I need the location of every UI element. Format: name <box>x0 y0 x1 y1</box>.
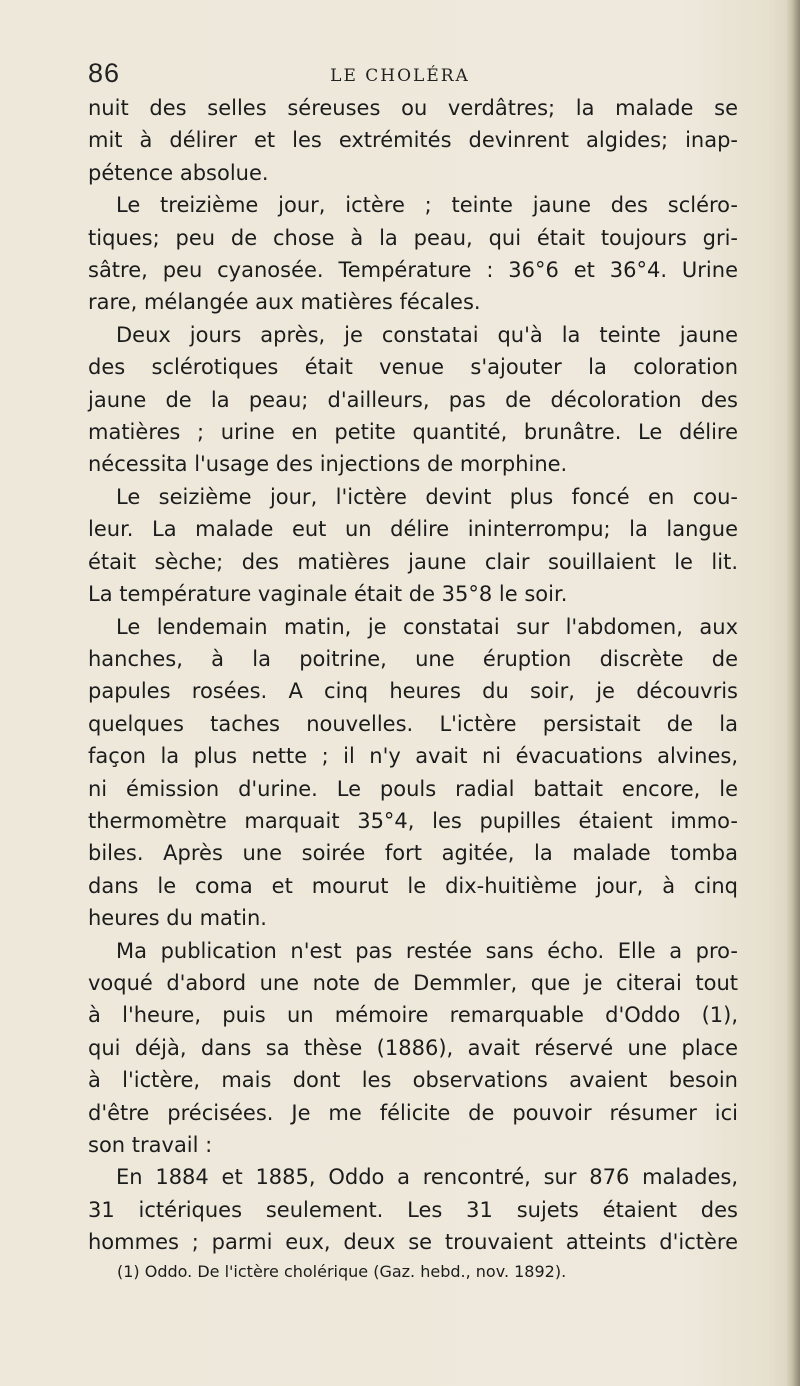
text-line: façon la plus nette ; il n'y avait ni évacuations alvines, <box>88 744 738 769</box>
paragraph <box>88 1161 738 1258</box>
text-line: d'être précisées. Je me félicite de pouvoir résumer ici <box>88 1100 738 1125</box>
paragraph <box>88 481 738 611</box>
text-line: papules rosées. A cinq heures du soir, je découvris <box>88 679 738 704</box>
page-header <box>0 58 800 94</box>
paragraph <box>88 92 738 189</box>
text-line: à l'heure, puis un mémoire remarquable d'Oddo (1), <box>88 1003 738 1028</box>
text-line: était sèche; des matières jaune clair souillaient le lit. <box>88 549 738 574</box>
text-line: Le treizième jour, ictère ; teinte jaune des scléro- <box>116 193 738 218</box>
text-line: voqué d'abord une note de Demmler, que je citerai tout <box>88 970 738 995</box>
text-line: pétence absolue. <box>88 160 269 185</box>
paragraph <box>88 935 738 1162</box>
text-line: En 1884 et 1885, Oddo a rencontré, sur 876 malades, <box>116 1165 738 1190</box>
text-line: biles. Après une soirée fort agitée, la malade tomba <box>88 841 738 866</box>
text-line: à l'ictère, mais dont les observations avaient besoin <box>88 1068 738 1093</box>
text-line: tiques; peu de chose à la peau, qui était toujours gri- <box>88 225 738 250</box>
paragraph <box>88 189 738 319</box>
page-number: 86 <box>88 58 121 88</box>
text-line: des sclérotiques était venue s'ajouter la coloration <box>88 355 738 380</box>
text-line: sâtre, peu cyanosée. Température : 36°6 et 36°4. Urine <box>88 258 738 283</box>
text-line: qui déjà, dans sa thèse (1886), avait réservé une place <box>88 1035 738 1060</box>
paragraph <box>88 319 738 481</box>
text-line: nuit des selles séreuses ou verdâtres; la malade se <box>88 96 738 120</box>
text-line: La température vaginale était de 35°8 le soir. <box>88 582 568 607</box>
text-line: dans le coma et mourut le dix-huitième jour, à cinq <box>88 873 738 898</box>
text-line: jaune de la peau; d'ailleurs, pas de décoloration des <box>88 387 738 412</box>
text-line: mit à délirer et les extrémités devinrent algides; inap- <box>88 128 738 153</box>
text-line: Deux jours après, je constatai qu'à la teinte jaune <box>116 322 738 347</box>
text-line: Ma publication n'est pas restée sans écho. Elle a pro- <box>116 938 738 963</box>
paragraph <box>88 611 738 935</box>
text-line: son travail : <box>88 1133 213 1157</box>
text-line: matières ; urine en petite quantité, brunâtre. Le délire <box>88 420 738 445</box>
page-edge <box>786 0 800 1386</box>
body-text <box>88 92 738 1259</box>
text-line: hommes ; parmi eux, deux se trouvaient atteints d'ictère <box>88 1230 738 1255</box>
running-title: LE CHOLÉRA <box>330 66 470 86</box>
text-line: Le lendemain matin, je constatai sur l'abdomen, aux <box>116 614 738 639</box>
text-line: heures du matin. <box>88 906 267 931</box>
text-line: 31 ictériques seulement. Les 31 sujets étaient des <box>88 1197 738 1222</box>
text-line: rare, mélangée aux matières fécales. <box>88 290 481 315</box>
footnote: (1) Oddo. De l'ictère cholérique (Gaz. hebd., nov. 1892). <box>117 1262 567 1281</box>
text-line: thermomètre marquait 35°4, les pupilles étaient immo- <box>88 808 738 833</box>
text-line: nécessita l'usage des injections de morphine. <box>88 452 568 477</box>
text-line: ni émission d'urine. Le pouls radial battait encore, le <box>88 776 738 801</box>
text-line: hanches, à la poitrine, une éruption discrète de <box>88 646 738 671</box>
text-line: Le seizième jour, l'ictère devint plus foncé en cou- <box>116 484 738 509</box>
text-line: quelques taches nouvelles. L'ictère persistait de la <box>88 711 738 736</box>
text-line: leur. La malade eut un délire ininterrompu; la langue <box>88 517 738 542</box>
